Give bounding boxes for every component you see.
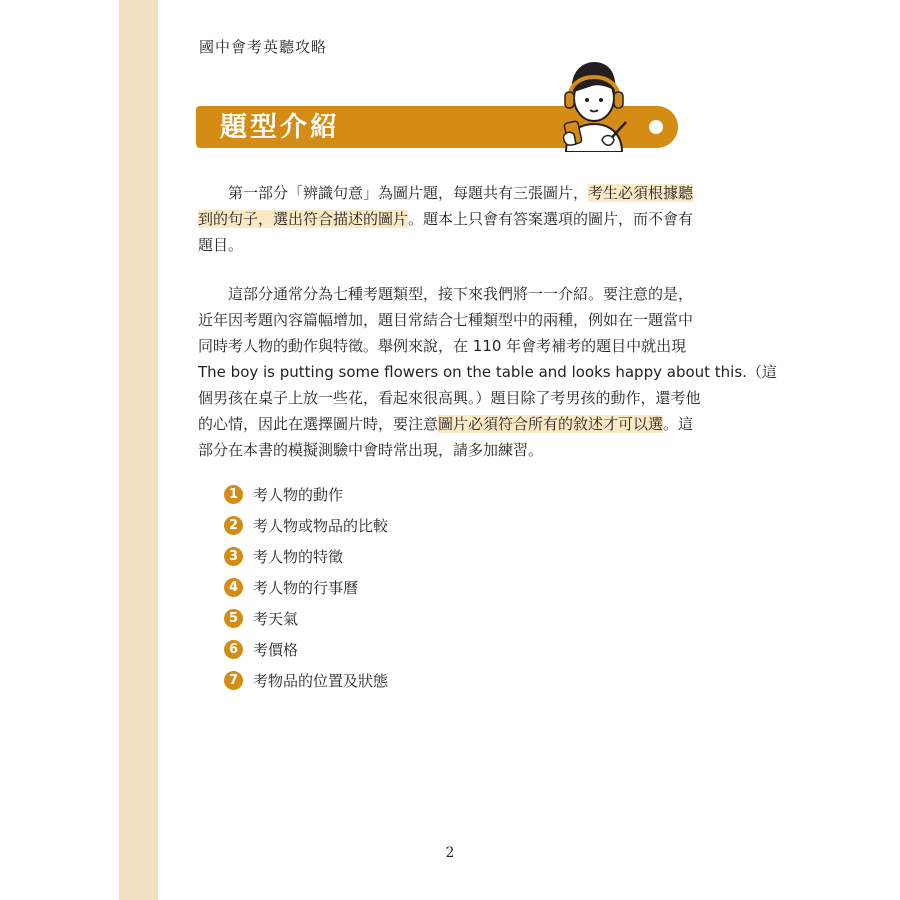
list-item (224, 665, 388, 696)
student-headphones-icon (548, 56, 638, 152)
number-badge: 3 (224, 547, 243, 566)
list-item (224, 572, 388, 603)
paragraph-line: 同時考人物的動作與特徵。舉例來說，在 110 年會考補考的題目中就出現 (198, 337, 687, 355)
text-run: 。題本上只會有答案選項的圖片，而不會有 (408, 210, 694, 228)
list-item (224, 603, 388, 634)
paragraph-line: 題目。 (198, 236, 244, 254)
section-title: 題型介紹 (220, 112, 340, 143)
number-badge: 7 (224, 671, 243, 690)
list-item (224, 634, 388, 665)
running-head: 國中會考英聽攻略 (199, 38, 328, 56)
list-item (224, 479, 388, 510)
paragraph-line: 這部分通常分為七種考題類型，接下來我們將一一介紹。要注意的是， (228, 285, 694, 303)
side-strip (119, 0, 158, 900)
list-item-label: 考物品的位置及狀態 (253, 672, 389, 690)
paragraph-line: 個男孩在桌子上放一些花，看起來很高興。）題目除了考男孩的動作，還考他 (198, 389, 701, 407)
page-number: 2 (445, 845, 455, 861)
list-item-label: 考人物的特徵 (253, 548, 344, 566)
list-item-label: 考人物的行事曆 (253, 579, 359, 597)
paragraph-line: 近年因考題內容篇幅增加，題目常結合七種類型中的兩種，例如在一題當中 (198, 311, 694, 329)
paragraph-line: The boy is putting some flowers on the table and looks happy about this.（這 (198, 363, 777, 381)
number-badge: 2 (224, 516, 243, 535)
list-item (224, 510, 388, 541)
question-type-list (224, 479, 388, 696)
paragraph-line (198, 411, 698, 437)
text-run: 的心情，因此在選擇圖片時，要注意 (198, 415, 439, 433)
intro-paragraph-1 (198, 180, 698, 258)
list-item-label: 考人物的動作 (253, 486, 344, 504)
text-run: 。這 (663, 415, 694, 433)
highlighted-text: 圖片必須符合所有的敘述才可以選 (438, 415, 664, 433)
number-badge: 4 (224, 578, 243, 597)
paragraph-line (198, 180, 698, 206)
number-badge: 1 (224, 485, 243, 504)
paragraph-line (198, 206, 698, 232)
list-item (224, 541, 388, 572)
highlighted-text: 到的句子，選出符合描述的圖片 (198, 210, 409, 228)
banner-dot-icon (649, 120, 663, 134)
list-item-label: 考天氣 (253, 610, 299, 628)
list-item-label: 考價格 (253, 641, 299, 659)
number-badge: 5 (224, 609, 243, 628)
intro-paragraph-2 (198, 281, 777, 463)
list-item-label: 考人物或物品的比較 (253, 517, 389, 535)
paragraph-line: 部分在本書的模擬測驗中會時常出現，請多加練習。 (198, 441, 544, 459)
text-run: 第一部分「辨識句意」為圖片題，每題共有三張圖片， (228, 184, 589, 202)
highlighted-text: 考生必須根據聽 (588, 184, 694, 202)
number-badge: 6 (224, 640, 243, 659)
